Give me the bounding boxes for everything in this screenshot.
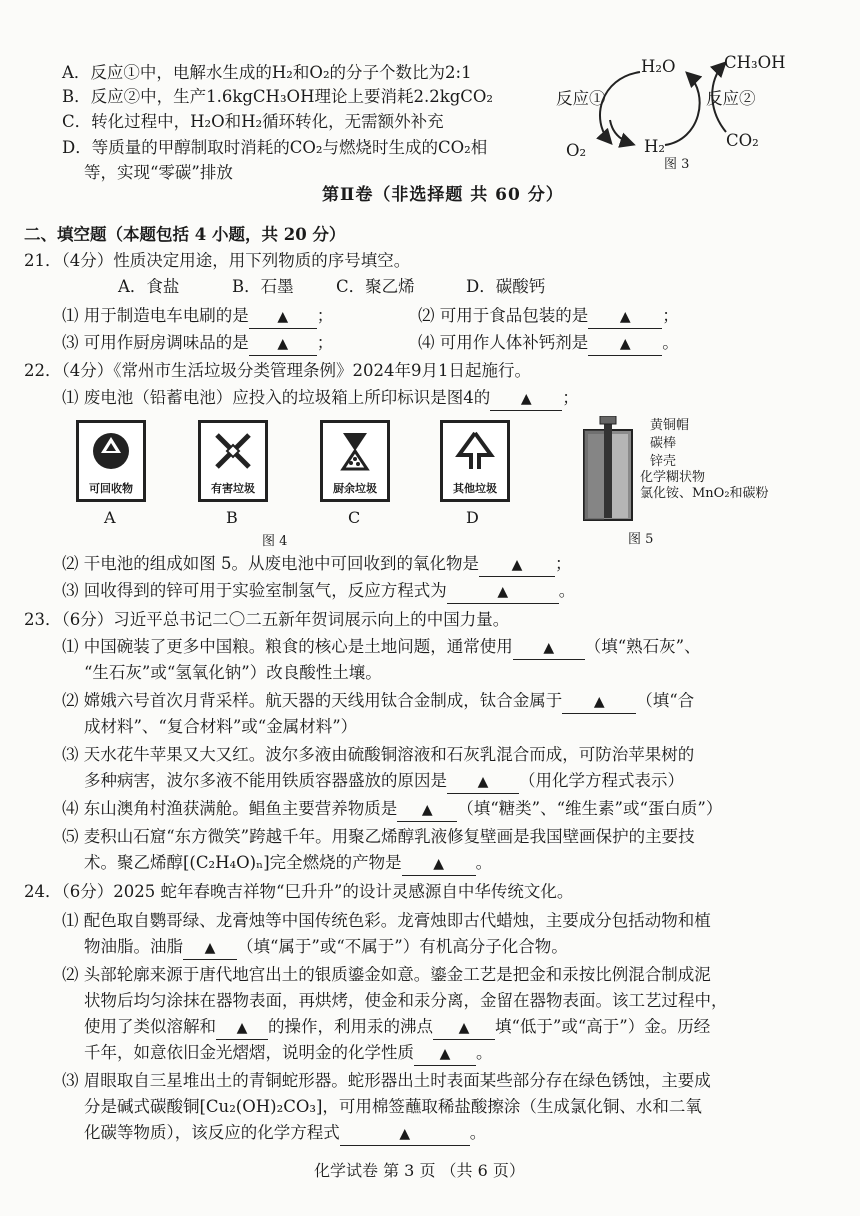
blank-marker: ▲ <box>399 1126 411 1142</box>
q21-answer-3[interactable] <box>249 332 317 356</box>
q21-answer-1[interactable] <box>249 305 317 329</box>
q24-sub1-line2: 物油脂。油脂 ▲ （填“属于”或“不属于”）有机高分子化合物。 <box>84 936 568 960</box>
q23-sub2-line2: 成材料”、“复合材料”或“金属材料”） <box>84 717 358 736</box>
q23-answer-2[interactable] <box>562 690 636 714</box>
q20-option-a: A．反应①中，电解水生成的H₂和O₂的分子个数比为2:1 <box>62 63 472 82</box>
q21-choice-c: C．聚乙烯 <box>336 277 415 296</box>
q24-stem: 24．（6分）2025 蛇年春晚吉祥物“巳升升”的设计灵感源自中华传统文化。 <box>24 882 574 901</box>
blank-marker: ▲ <box>543 640 555 656</box>
fig4-caption: 图 4 <box>262 534 288 549</box>
q24-sub2-line1: ⑵ 头部轮廓来源于唐代地宫出土的银质鎏金如意。鎏金工艺是把金和汞按比例混合制成泥 <box>62 965 711 984</box>
q24-sub3-line3: 化碳等物质），该反应的化学方程式 ▲ 。 <box>84 1122 486 1146</box>
q21-stem: 21．（4分）性质决定用途，用下列物质的序号填空。 <box>24 251 411 270</box>
q21-sub3: ⑶ 可用作厨房调味品的是 ▲ ； <box>62 332 333 356</box>
fig3-reaction1: 反应① <box>556 89 606 108</box>
bin-other <box>440 420 510 502</box>
q22-sub2-text: ⑵ 干电池的组成如图 5。从废电池中可回收到的氧化物是 <box>62 554 479 573</box>
bin-hazardous <box>198 420 268 502</box>
q23-sub1-line1: ⑴ 中国碗装了更多中国粮。粮食的核心是土地问题，通常使用 ▲ （填“熟石灰”、 <box>62 636 701 660</box>
blank-marker: ▲ <box>277 309 289 325</box>
bin-label-other: 其他垃圾 <box>453 482 497 495</box>
recycle-icon <box>87 429 135 473</box>
q21-sub1: ⑴ 用于制造电车电刷的是 ▲ ； <box>62 305 333 329</box>
blank-marker: ▲ <box>204 940 216 956</box>
blank-marker: ▲ <box>619 309 631 325</box>
blank-marker: ▲ <box>236 1020 248 1036</box>
q24-sub3-line2: 分是碱式碳酸铜[Cu₂(OH)₂CO₃]，可用棉签蘸取稀盐酸擦涂（生成氯化铜、水和二氧 <box>84 1097 702 1116</box>
q21-choice-d: D．碳酸钙 <box>466 277 546 296</box>
bin-recyclable <box>76 420 146 502</box>
page-footer: 化学试卷 第 3 页 （共 6 页） <box>314 1161 525 1180</box>
q21-sub4-text: ⑷ 可用作人体补钙剂是 <box>418 333 589 352</box>
q23-answer-5[interactable] <box>402 852 476 876</box>
hourglass-icon <box>331 429 379 473</box>
q20-option-d: D．等质量的甲醇制取时消耗的CO₂与燃烧时生成的CO₂相 <box>62 138 488 157</box>
hazard-icon <box>209 429 257 473</box>
q20-option-d-cont: 等，实现“零碳”排放 <box>84 163 233 182</box>
q22-sub2: ⑵ 干电池的组成如图 5。从废电池中可回收到的氧化物是 ▲ ； <box>62 553 572 577</box>
q21-choice-b: B．石墨 <box>232 277 294 296</box>
blank-marker: ▲ <box>277 336 289 352</box>
bin-letter-c: C <box>348 508 361 527</box>
fig3-reaction2: 反应② <box>706 89 756 108</box>
q21-answer-2[interactable] <box>588 305 662 329</box>
bin-label-kitchen: 厨余垃圾 <box>333 482 377 495</box>
blank-marker: ▲ <box>421 802 433 818</box>
blank-marker: ▲ <box>458 1020 470 1036</box>
q24-sub1-line1: ⑴ 配色取自鹦哥绿、龙膏烛等中国传统色彩。龙膏烛即古代蜡烛，主要成分包括动物和植 <box>62 911 711 930</box>
q23-answer-1[interactable] <box>513 636 585 660</box>
q24-answer-3[interactable] <box>433 1016 495 1040</box>
blank-marker: ▲ <box>433 856 445 872</box>
blank-marker: ▲ <box>511 557 523 573</box>
q23-answer-4[interactable] <box>397 798 457 822</box>
blank-marker: ▲ <box>439 1046 451 1062</box>
section-2-title: 第Ⅱ卷（非选择题 共 60 分） <box>322 185 564 205</box>
fig5-label-contents: 氯化铵、MnO₂和碳粉 <box>640 486 769 501</box>
q21-choice-a: A．食盐 <box>118 277 180 296</box>
fig3-caption: 图 3 <box>664 157 690 172</box>
q24-sub2-line4: 千年，如意依旧金光熠熠，说明金的化学性质 ▲ 。 <box>84 1042 493 1066</box>
q24-answer-5[interactable] <box>340 1122 470 1146</box>
q21-sub2-text: ⑵ 可用于食品包装的是 <box>418 306 589 325</box>
bin-letter-d: D <box>466 508 479 527</box>
q21-answer-4[interactable] <box>588 332 662 356</box>
q21-sub1-text: ⑴ 用于制造电车电刷的是 <box>62 306 249 325</box>
q24-sub2-line3: 使用了类似溶解和 ▲ 的操作，利用汞的沸点 ▲ 填“低于”或“高于”）金。历经 <box>84 1016 710 1040</box>
bin-kitchen <box>320 420 390 502</box>
q23-stem: 23．（6分）习近平总书记二〇二五新年贺词展示向上的中国力量。 <box>24 610 510 629</box>
fig3-o2: O₂ <box>566 141 587 160</box>
q20-option-b: B．反应②中，生产1.6kgCH₃OH理论上要消耗2.2kgCO₂ <box>62 87 494 106</box>
q23-sub4: ⑷ 东山澳角村渔获满舱。鲳鱼主要营养物质是 ▲ （填“糖类”、“维生素”或“蛋白质”） <box>62 798 722 822</box>
q23-sub5-line2: 术。聚乙烯醇[(C₂H₄O)ₙ]完全燃烧的产物是 ▲ 。 <box>84 852 492 876</box>
blank-marker: ▲ <box>520 391 532 407</box>
q21-sub3-text: ⑶ 可用作厨房调味品的是 <box>62 333 249 352</box>
dry-cell-battery-drawing <box>578 416 638 524</box>
fig3-ch3oh: CH₃OH <box>724 53 786 72</box>
q24-answer-2[interactable] <box>216 1016 268 1040</box>
part-2-heading: 二、填空题（本题包括 4 小题，共 20 分） <box>24 225 346 244</box>
q24-sub2-line2: 状物后均匀涂抹在器物表面，再烘烤，使金和汞分离，金留在器物表面。该工艺过程中， <box>84 991 728 1010</box>
blank-marker: ▲ <box>593 694 605 710</box>
q24-answer-4[interactable] <box>414 1042 476 1066</box>
q23-sub5-line1: ⑸ 麦积山石窟“东方微笑”跨越千年。用聚乙烯醇乳液修复壁画是我国壁画保护的主要技 <box>62 827 695 846</box>
q22-answer-1[interactable] <box>490 387 562 411</box>
figure-5 <box>578 416 848 547</box>
q22-answer-2[interactable] <box>479 553 555 577</box>
q23-answer-3[interactable] <box>447 770 519 794</box>
blank-marker: ▲ <box>477 774 489 790</box>
q22-answer-3[interactable] <box>447 580 559 604</box>
fig3-h2: H₂ <box>644 137 666 156</box>
q20-option-c: C．转化过程中，H₂O和H₂循环转化，无需额外补充 <box>62 112 444 131</box>
fig5-caption: 图 5 <box>628 532 654 547</box>
q22-sub1-text: ⑴ 废电池（铅蓄电池）应投入的垃圾箱上所印标识是图4的 <box>62 388 491 407</box>
fig3-co2: CO₂ <box>726 131 759 150</box>
figure-3 <box>540 50 800 180</box>
q24-answer-1[interactable] <box>183 936 237 960</box>
q22-sub3: ⑶ 回收得到的锌可用于实验室制氢气，反应方程式为 ▲ 。 <box>62 580 575 604</box>
q24-sub3-line1: ⑶ 眉眼取自三星堆出土的青铜蛇形器。蛇形器出土时表面某些部分存在绿色锈蚀，主要成 <box>62 1071 711 1090</box>
q21-sub2: ⑵ 可用于食品包装的是 ▲ ； <box>418 305 679 329</box>
q22-sub3-text: ⑶ 回收得到的锌可用于实验室制氢气，反应方程式为 <box>62 581 447 600</box>
bin-label-hazardous: 有害垃圾 <box>211 482 255 495</box>
fig3-h2o: H₂O <box>641 57 676 76</box>
bin-letter-b: B <box>226 508 238 527</box>
blank-marker: ▲ <box>619 336 631 352</box>
q22-stem: 22．（4分）《常州市生活垃圾分类管理条例》2024年9月1日起施行。 <box>24 361 531 380</box>
fig5-label-carbon-rod: 碳棒 <box>650 436 677 451</box>
fig5-label-paste: 化学糊状物 <box>640 470 706 485</box>
q23-sub2-line1: ⑵ 嫦娥六号首次月背采样。航天器的天线用钛合金制成，钛合金属于 ▲ （填“合 <box>62 690 694 714</box>
bin-letter-a: A <box>104 508 116 527</box>
fig5-label-zinc-shell: 锌壳 <box>650 454 677 469</box>
q23-sub3-line2: 多种病害，波尔多液不能用铁质容器盛放的原因是 ▲ （用化学方程式表示） <box>84 770 684 794</box>
other-waste-icon <box>451 429 499 473</box>
bin-label-recyclable: 可回收物 <box>89 482 133 495</box>
q22-sub1: ⑴ 废电池（铅蓄电池）应投入的垃圾箱上所印标识是图4的 ▲ ； <box>62 387 579 411</box>
q23-sub1-line2: “生石灰”或“氢氧化钠”）改良酸性土壤。 <box>84 663 382 682</box>
blank-marker: ▲ <box>497 584 509 600</box>
q21-sub4: ⑷ 可用作人体补钙剂是 ▲ 。 <box>418 332 679 356</box>
q23-sub3-line1: ⑶ 天水花牛苹果又大又红。波尔多液由硫酸铜溶液和石灰乳混合而成，可防治苹果树的 <box>62 745 695 764</box>
fig5-label-brass-cap: 黄铜帽 <box>650 418 690 433</box>
